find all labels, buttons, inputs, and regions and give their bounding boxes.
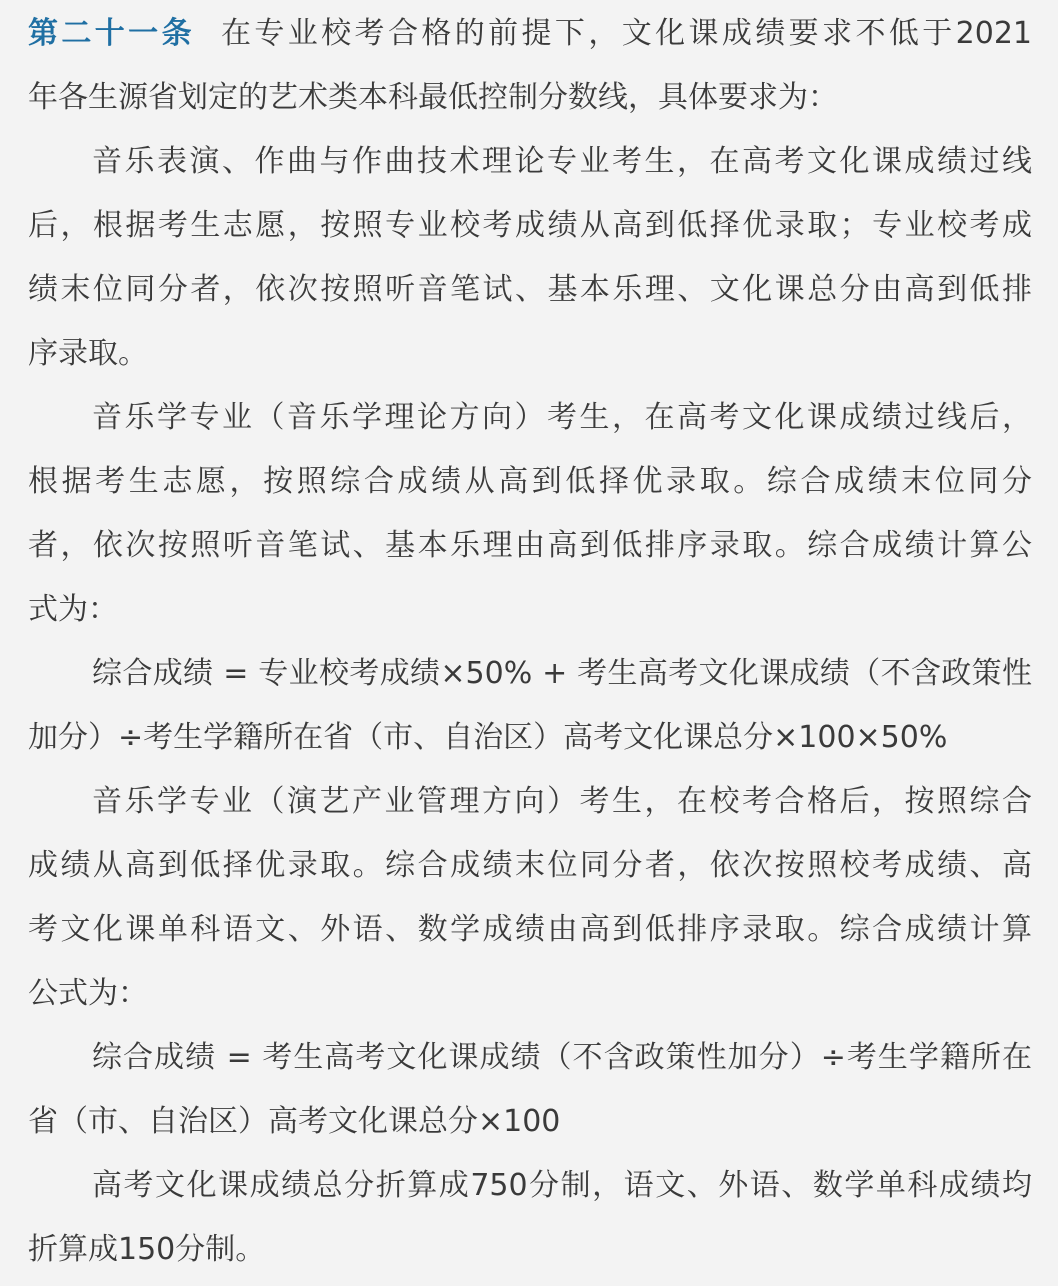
article-intro-continued: 年各生源省划定的艺术类本科最低控制分数线，具体要求为： — [28, 80, 838, 115]
formula-line: 综合成绩 = 专业校考成绩×50% + 考生高考文化课成绩（不含政策性 — [92, 656, 1032, 691]
paragraph-line: 音乐表演、作曲与作曲技术理论专业考生，在高考文化课成绩过线 — [92, 144, 1032, 179]
article-number: 第二十一条 — [28, 16, 195, 51]
paragraph-line: 序录取。 — [28, 336, 148, 371]
paragraph-line: 折算成150分制。 — [28, 1232, 266, 1267]
paragraph-line: 绩末位同分者，依次按照听音笔试、基本乐理、文化课总分由高到低排 — [28, 272, 1032, 307]
paragraph-line: 式为： — [28, 592, 118, 627]
formula-line: 综合成绩 = 考生高考文化课成绩（不含政策性加分）÷考生学籍所在 — [92, 1040, 1032, 1075]
paragraph-line: 后，根据考生志愿，按照专业校考成绩从高到低择优录取；专业校考成 — [28, 208, 1032, 243]
paragraph-line: 音乐学专业（音乐学理论方向）考生，在高考文化课成绩过线后， — [92, 400, 1032, 435]
paragraph-line: 音乐学专业（演艺产业管理方向）考生，在校考合格后，按照综合 — [92, 784, 1032, 819]
article-intro-text: 在专业校考合格的前提下，文化课成绩要求不低于2021 — [220, 16, 1032, 51]
formula-line: 省（市、自治区）高考文化课总分×100 — [28, 1104, 561, 1139]
formula-line: 加分）÷考生学籍所在省（市、自治区）高考文化课总分×100×50% — [28, 720, 948, 755]
paragraph-line: 者，依次按照听音笔试、基本乐理由高到低排序录取。综合成绩计算公 — [28, 528, 1032, 563]
paragraph-line: 成绩从高到低择优录取。综合成绩末位同分者，依次按照校考成绩、高 — [28, 848, 1032, 883]
paragraph-line: 公式为： — [28, 976, 148, 1011]
article-first-line — [28, 2, 1032, 66]
paragraph-line: 考文化课单科语文、外语、数学成绩由高到低排序录取。综合成绩计算 — [28, 912, 1032, 947]
paragraph-line: 根据考生志愿，按照综合成绩从高到低择优录取。综合成绩末位同分 — [28, 464, 1032, 499]
paragraph-line: 高考文化课成绩总分折算成750分制，语文、外语、数学单科成绩均 — [92, 1168, 1032, 1203]
